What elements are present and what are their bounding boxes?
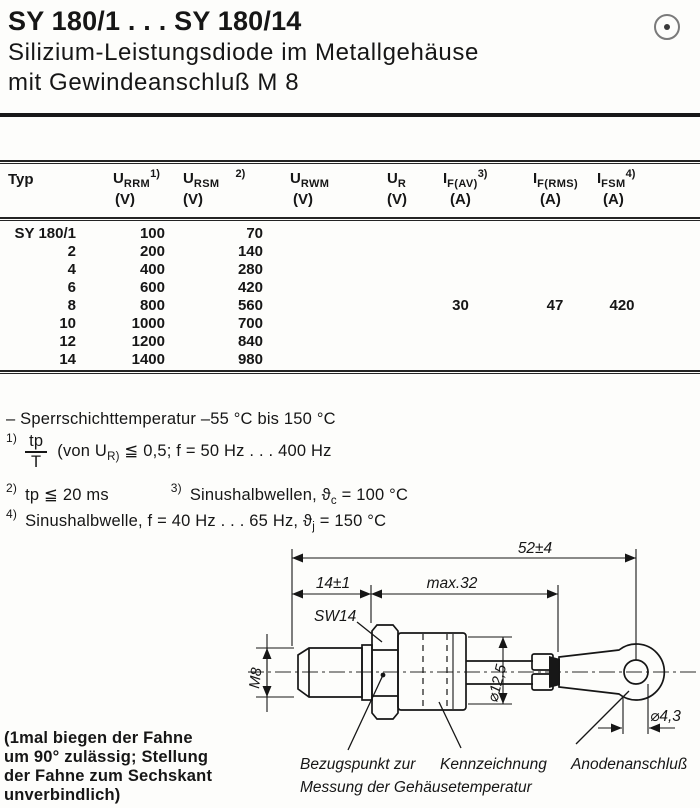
cell-urwm-ur: 420 [237,279,263,296]
column-header-ursm: $U_{RSM}^{2)}$ [183,168,246,190]
table-row [0,315,700,333]
footnote-3-marker: 3) [170,481,182,495]
cell-urwm-ur: 140 [237,243,263,260]
anode-leader [576,691,629,744]
table-row [0,351,700,369]
junction-temperature-note: – Sperrschichttemperatur –55 °C bis 150 °C [6,410,336,428]
anode-connection-label: Anodenanschluß [571,756,688,773]
table-row [0,243,700,261]
column-header-urrm: $U_{RRM}^{1)}$ [113,168,160,190]
unit-label: (A) [450,191,471,208]
unit-label: (V) [183,191,203,208]
footnote-4-text: Sinushalbwelle, f = 40 Hz . . . 65 Hz, $ϑ_j = 150$ °C [25,512,387,533]
reference-point-label-line1: Bezugspunkt zur [300,756,416,773]
unit-label: (A) [540,191,561,208]
column-header-ifsm: $I_{FSM}^{4)}$ [597,168,636,190]
cell-urwm-ur: 70 [246,225,263,242]
unit-label: (V) [387,191,407,208]
cell-urrm-ursm: 100 [139,225,165,242]
column-header-typ: Typ [8,171,34,188]
cell-typ: 8 [67,297,76,314]
page-title: SY 180/1 . . . SY 180/14 [8,6,302,36]
cell-urrm-ursm: 400 [139,261,165,278]
unit-label: (A) [603,191,624,208]
cell-ifsm: 420 [609,297,635,314]
cell-urrm-ursm: 1200 [131,333,165,350]
marking-leader [439,702,461,748]
marking-label: Kennzeichnung [440,756,547,773]
cell-typ: 6 [67,279,76,296]
cell-urrm-ursm: 1400 [131,351,165,368]
cell-urrm-ursm: 600 [139,279,165,296]
heavy-divider [0,113,700,117]
column-header-ur: $U_R$ [387,170,407,190]
table-row [0,261,700,279]
footnote-2-3 [6,481,408,507]
body-diameter-label: ⌀12,5 [484,662,511,704]
dim-thread-length: 14±1 [315,575,351,592]
footnote-1 [6,433,332,472]
cell-urrm-ursm: 800 [139,297,165,314]
flag-bending-note: (1mal biegen der Fahne um 90° zulässig; Stellung der Fahne zum Sechskant unverbindlich) [4,729,213,804]
outline-drawing [240,540,700,808]
subtitle-line-1: Silizium-Leistungsdiode im Metallgehäuse [8,39,479,66]
cell-ifrms: 47 [546,297,564,314]
cell-ifav: 30 [452,297,469,314]
cell-urwm-ur: 700 [237,315,263,332]
footnote-1-text: (von $U_{R)}$ ≦ 0,5; f = 50 Hz . . . 400 Hz [57,442,332,464]
column-header-ifrms: $I_{F(RMS)}$ [533,170,579,190]
column-header-ifav: $I_{F(AV)}^{3)}$ [443,168,488,190]
cell-typ: 2 [67,243,76,260]
footnote-2-text: tp ≦ 20 ms [25,486,109,504]
thread-size-label: M8 [246,666,266,690]
cell-typ: SY 180/1 [14,225,76,242]
unit-label: (V) [293,191,313,208]
cell-typ: 12 [59,333,76,350]
circled-dot-center [664,24,670,30]
cell-urwm-ur: 840 [237,333,263,350]
cell-typ: 10 [59,315,76,332]
dim-body-length: max.32 [426,575,478,592]
cell-typ: 4 [67,261,76,278]
tp-over-t-fraction: $\frac{tp}{T}$ [25,433,47,472]
table-row [0,297,700,315]
cell-urwm-ur: 980 [237,351,263,368]
table-header-rule [0,217,700,221]
hole-diameter-label: ⌀4,3 [650,708,681,725]
circled-dot-icon [654,14,680,40]
footnote-4 [6,507,386,533]
footnote-3-text: Sinushalbwellen, $ϑ_c = 100$ °C [189,486,409,507]
cell-urwm-ur: 560 [237,297,263,314]
unit-label: (V) [115,191,135,208]
footnote-1-marker: 1) [6,431,18,445]
table-row [0,279,700,297]
cell-urwm-ur: 280 [237,261,263,278]
dim-overall-length: 52±4 [517,540,553,557]
cell-typ: 14 [59,351,76,368]
column-header-urwm: $U_{RWM}$ [290,170,330,190]
footnote-4-marker: 4) [6,507,18,521]
cell-urrm-ursm: 200 [139,243,165,260]
reference-point-label-line2: Messung der Gehäusetemperatur [300,779,532,796]
table-row [0,333,700,351]
footnote-2-marker: 2) [6,481,18,495]
subtitle-line-2: mit Gewindeanschluß M 8 [8,69,300,96]
table-row [0,225,700,243]
table-bottom-rule [0,370,700,374]
reference-point-leader [348,675,383,750]
wrench-size-label: SW14 [314,608,357,625]
table-top-rule [0,160,700,164]
cell-urrm-ursm: 1000 [131,315,165,332]
